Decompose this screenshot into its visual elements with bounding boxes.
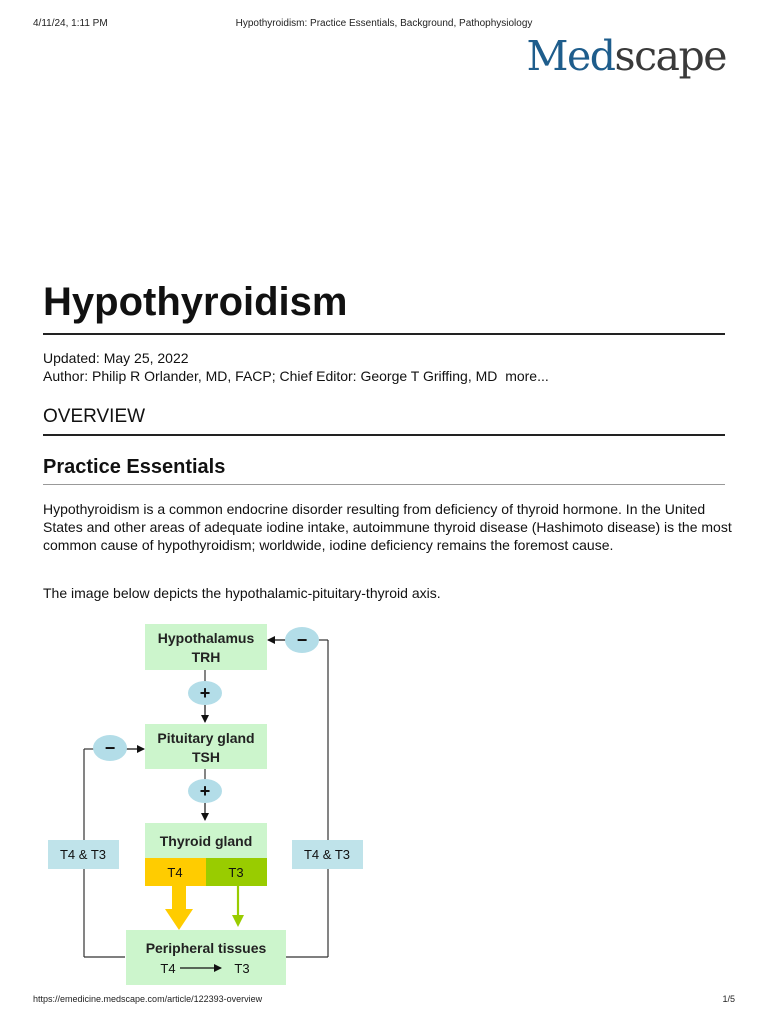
pituitary-label: Pituitary gland (157, 730, 255, 746)
inhibitory-bubble-pituitary (93, 735, 127, 761)
hypothalamus-label: Hypothalamus (157, 630, 255, 646)
t3-secretion-arrow (232, 886, 244, 927)
footer-url: https://emedicine.medscape.com/article/122393-overview (33, 994, 263, 1004)
intro-paragraph: Hypothyroidism is a common endocrine disorder resulting from deficiency of thyroid hormone. In the United States and other areas of adequate iodine intake, autoimmune thyroid disease (Hashimoto disease) is the most common cause of hypothyroidism; worldwide, iodine deficiency remains the foremost cause. (43, 501, 732, 553)
pituitary-box (145, 724, 267, 769)
peripheral-tissues-box (126, 930, 286, 985)
inhibitory-bubble-hypothalamus (285, 627, 319, 653)
section-divider (43, 434, 725, 436)
more-authors-link[interactable]: more... (505, 368, 549, 384)
svg-text:+: + (199, 683, 211, 703)
svg-text:+: + (199, 781, 211, 801)
right-feedback-label (292, 840, 363, 869)
t4-label: T4 (167, 865, 183, 880)
peripheral-label: Peripheral tissues (145, 940, 267, 956)
hpt-axis-diagram[interactable] (40, 618, 380, 990)
figure-intro-paragraph: The image below depicts the hypothalamic-pituitary-thyroid axis. (43, 585, 441, 601)
footer-page-number: 1/5 (722, 994, 735, 1004)
author-text: Author: Philip R Orlander, MD, FACP; Chief Editor: George T Griffing, MD (43, 368, 498, 384)
subsection-divider (43, 484, 725, 485)
tsh-label: TSH (192, 749, 220, 765)
updated-date: Updated: May 25, 2022 (43, 350, 189, 366)
subsection-heading: Practice Essentials (43, 456, 226, 478)
stimulatory-bubble-trh (188, 681, 222, 705)
svg-text:T4 & T3: T4 & T3 (59, 847, 107, 862)
thyroid-box (145, 823, 267, 886)
stimulatory-bubble-tsh (188, 779, 222, 803)
svg-text:−: − (296, 630, 308, 650)
thyroid-label: Thyroid gland (159, 833, 253, 849)
print-document-title: Hypothyroidism: Practice Essentials, Background, Pathophysiology (235, 18, 533, 29)
title-divider (43, 333, 725, 335)
t3-label: T3 (228, 865, 244, 880)
medscape-logo[interactable]: Medscape (526, 32, 726, 80)
svg-text:−: − (104, 738, 116, 758)
svg-text:T4 & T3: T4 & T3 (303, 847, 351, 862)
conversion-to-label: T3 (234, 961, 250, 976)
trh-label: TRH (191, 649, 221, 665)
hypothalamus-box (145, 624, 267, 670)
t4-secretion-arrow (165, 886, 193, 930)
article-title: Hypothyroidism (43, 280, 348, 324)
right-feedback-loop (286, 640, 328, 957)
left-feedback-label (48, 840, 119, 869)
section-heading-overview: OVERVIEW (43, 406, 146, 427)
print-date: 4/11/24, 1:11 PM (33, 18, 108, 29)
conversion-from-label: T4 (160, 961, 176, 976)
author-line (43, 368, 549, 384)
